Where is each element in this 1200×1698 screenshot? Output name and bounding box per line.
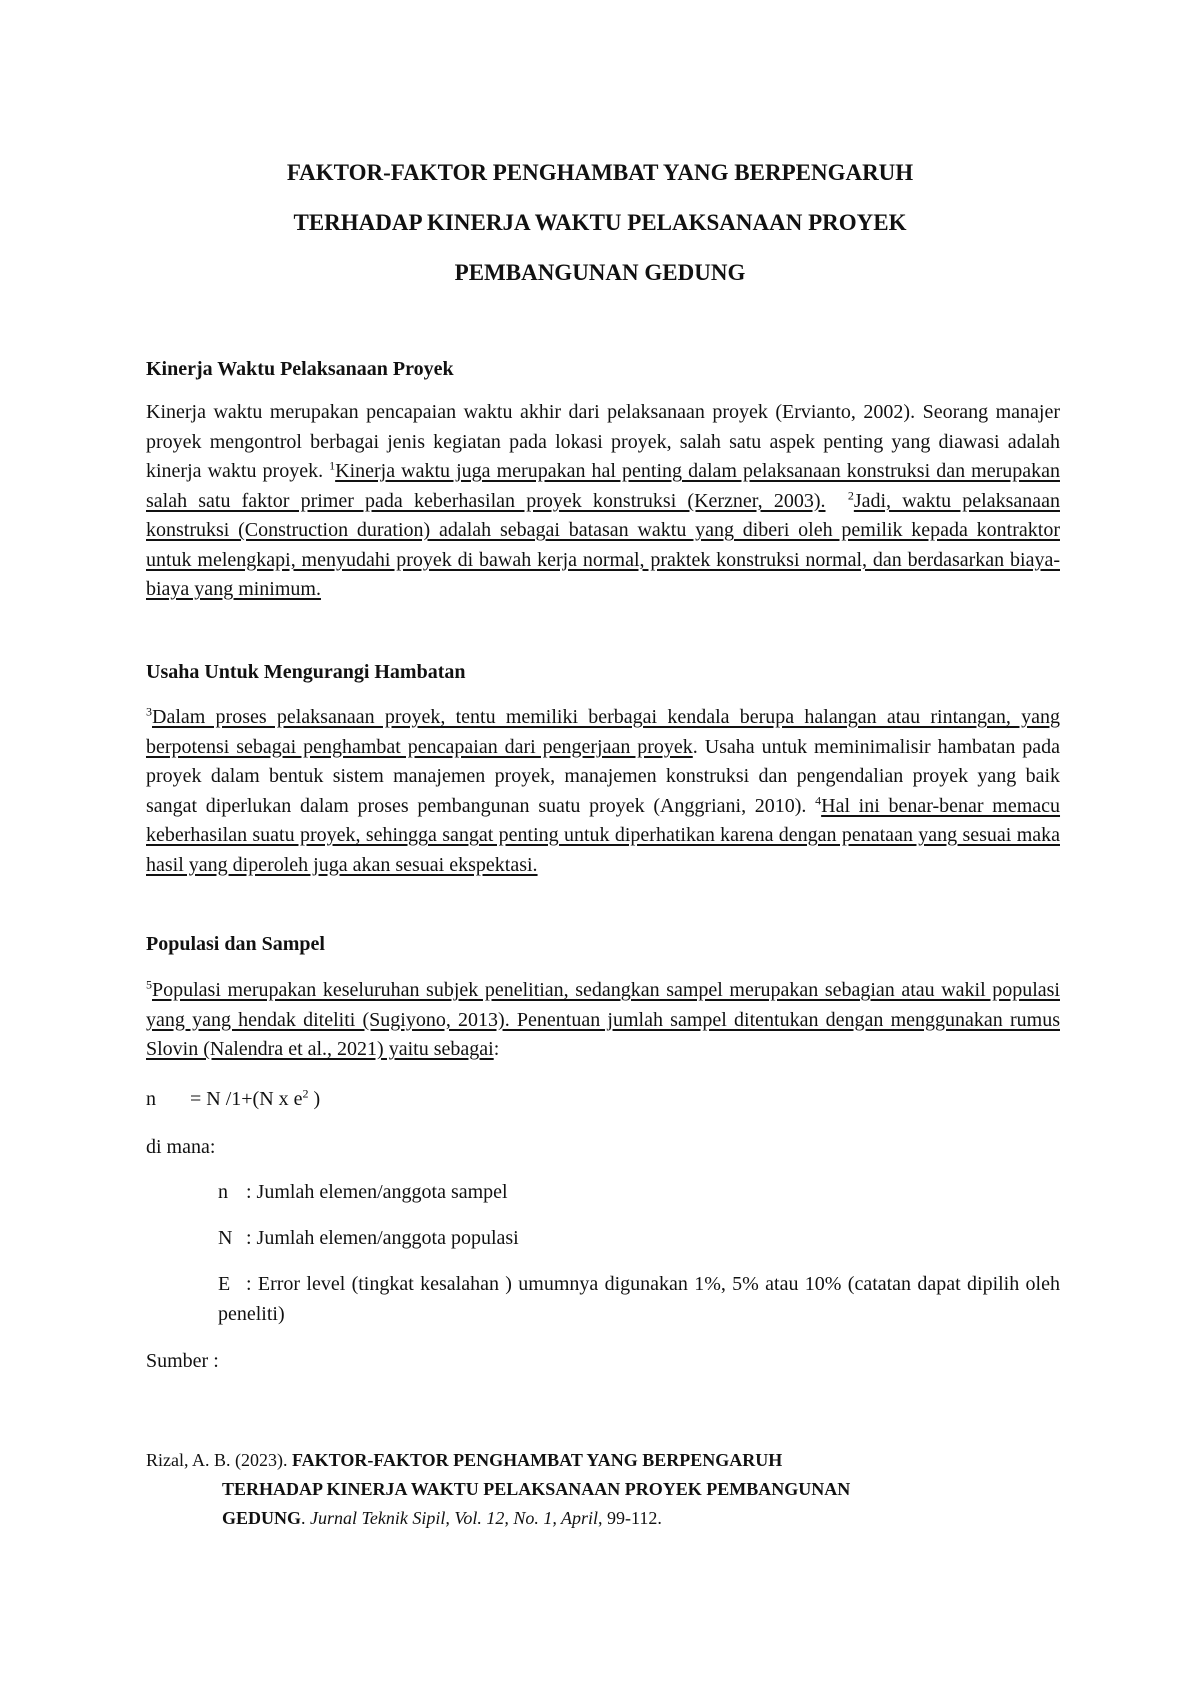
reference-author: Rizal, A. B. (2023). (146, 1450, 292, 1470)
footnote-marker: 4 (815, 792, 822, 807)
definition-symbol: N (218, 1227, 233, 1249)
definition-symbol: E (218, 1273, 231, 1295)
underlined-passage: Dalam proses pelaksanaan proyek, tentu memiliki berbagai kendala berupa halangan atau rintangan, yang berpotensi sebagai penghambat pencapaian dari pengerjaan proyek (146, 706, 1060, 758)
underlined-passage: Hal ini benar-benar memacu keberhasilan suatu proyek, sehingga sangat penting untuk diperhatikan karena dengan penataan yang sesuai maka hasil yang diperoleh juga akan sesuai ekspektasi. (146, 794, 1061, 876)
paragraph-text: Kinerja waktu merupakan pencapaian waktu akhir dari pelaksanaan proyek (Ervianto, 2002). Seorang manajer proyek mengontrol berbagai jenis kegiatan pada lokasi proyek, salah satu aspek penting yang diawasi adalah kinerja waktu proyek. (146, 401, 1060, 482)
slovin-formula (146, 1088, 320, 1111)
footnote-marker: 3 (146, 704, 152, 719)
definition-symbol: n (218, 1181, 228, 1203)
title-line-2: TERHADAP KINERJA WAKTU PELAKSANAAN PROYEK (293, 210, 907, 235)
reference-title-3: GEDUNG (222, 1508, 302, 1528)
paragraph-text: . Usaha untuk meminimalisir hambatan pada proyek dalam bentuk sistem manajemen proyek, manajemen konstruksi dan pengendalian proyek yang baik sangat diperlukan dalam proses pembangunan suatu proyek (Anggriani, 2010). (146, 735, 1061, 817)
underlined-passage: Jadi, waktu pelaksanaan konstruksi (Construction duration) adalah sebagai batasan waktu yang diberi oleh pemilik kepada kontraktor untuk melengkapi, menyudahi proyek di bawah kerja normal, praktek konstruksi normal, dan berdasarkan biaya-biaya yang minimum. (146, 489, 1060, 600)
paragraph-populasi (146, 976, 1060, 1065)
title-line-1: FAKTOR-FAKTOR PENGHAMBAT YANG BERPENGARUH (286, 160, 914, 185)
footnote-marker: 2 (847, 487, 854, 502)
reference-pages: , 99-112. (598, 1508, 662, 1528)
reference-title-2: TERHADAP KINERJA WAKTU PELAKSANAAN PROYEK PEMBANGUNAN (222, 1479, 851, 1499)
document-title (120, 148, 1080, 298)
definition-n (218, 1178, 508, 1208)
reference-title-1: FAKTOR-FAKTOR PENGHAMBAT YANG BERPENGARUH (292, 1450, 783, 1470)
underlined-passage: Populasi merupakan keseluruhan subjek penelitian, sedangkan sampel merupakan sebagian atau wakil populasi yang yang hendak diteliti (Sugiyono, 2013). Penentuan jumlah sampel ditentukan dengan menggunakan rumus Slovin (Nalendra et al., 2021) yaitu sebagai (146, 979, 1060, 1060)
definition-text: : Jumlah elemen/anggota populasi (246, 1227, 519, 1249)
reference-entry: Rizal, A. B. (2023). FAKTOR-FAKTOR PENGHAMBAT YANG BERPENGARUH TERHADAP KINERJA WAKTU PELAKSANAAN PROYEK PEMBANGUNAN GEDUNG. Jurnal Teknik Sipil, Vol. 12, No. 1, April, 99-112. (146, 1450, 851, 1528)
reference-journal: Jurnal Teknik Sipil, Vol. 12, No. 1, April (310, 1508, 599, 1528)
paragraph-usaha (146, 703, 1060, 880)
footnote-marker: 5 (146, 977, 152, 992)
definition-text: : Error level (tingkat kesalahan ) umumnya digunakan 1%, 5% atau 10% (catatan dapat dipilih oleh peneliti) (218, 1273, 1060, 1325)
definition-E (218, 1270, 1060, 1329)
title-line-3: PEMBANGUNAN GEDUNG (454, 260, 746, 285)
dimana-label: di mana: (146, 1136, 216, 1158)
paragraph-text: : (493, 1038, 500, 1060)
section-heading-kinerja: Kinerja Waktu Pelaksanaan Proyek (146, 358, 454, 380)
underlined-passage: Kinerja waktu juga merupakan hal penting dalam pelaksanaan konstruksi dan merupakan salah satu faktor primer pada keberhasilan proyek konstruksi (Kerzner, 2003). (146, 460, 1060, 512)
definition-text: : Jumlah elemen/anggota sampel (246, 1181, 508, 1203)
footnote-marker: 1 (329, 458, 336, 473)
formula-rhs-end: ) (308, 1088, 321, 1110)
formula-exponent: 2 (302, 1086, 309, 1101)
formula-lhs: n (146, 1088, 156, 1110)
section-heading-usaha: Usaha Untuk Mengurangi Hambatan (146, 661, 466, 683)
section-heading-populasi: Populasi dan Sampel (146, 933, 325, 955)
definition-N (218, 1224, 519, 1254)
paragraph-kinerja (146, 398, 1060, 605)
formula-rhs: = N /1+(N x e (190, 1088, 303, 1110)
sumber-label: Sumber : (146, 1350, 219, 1372)
